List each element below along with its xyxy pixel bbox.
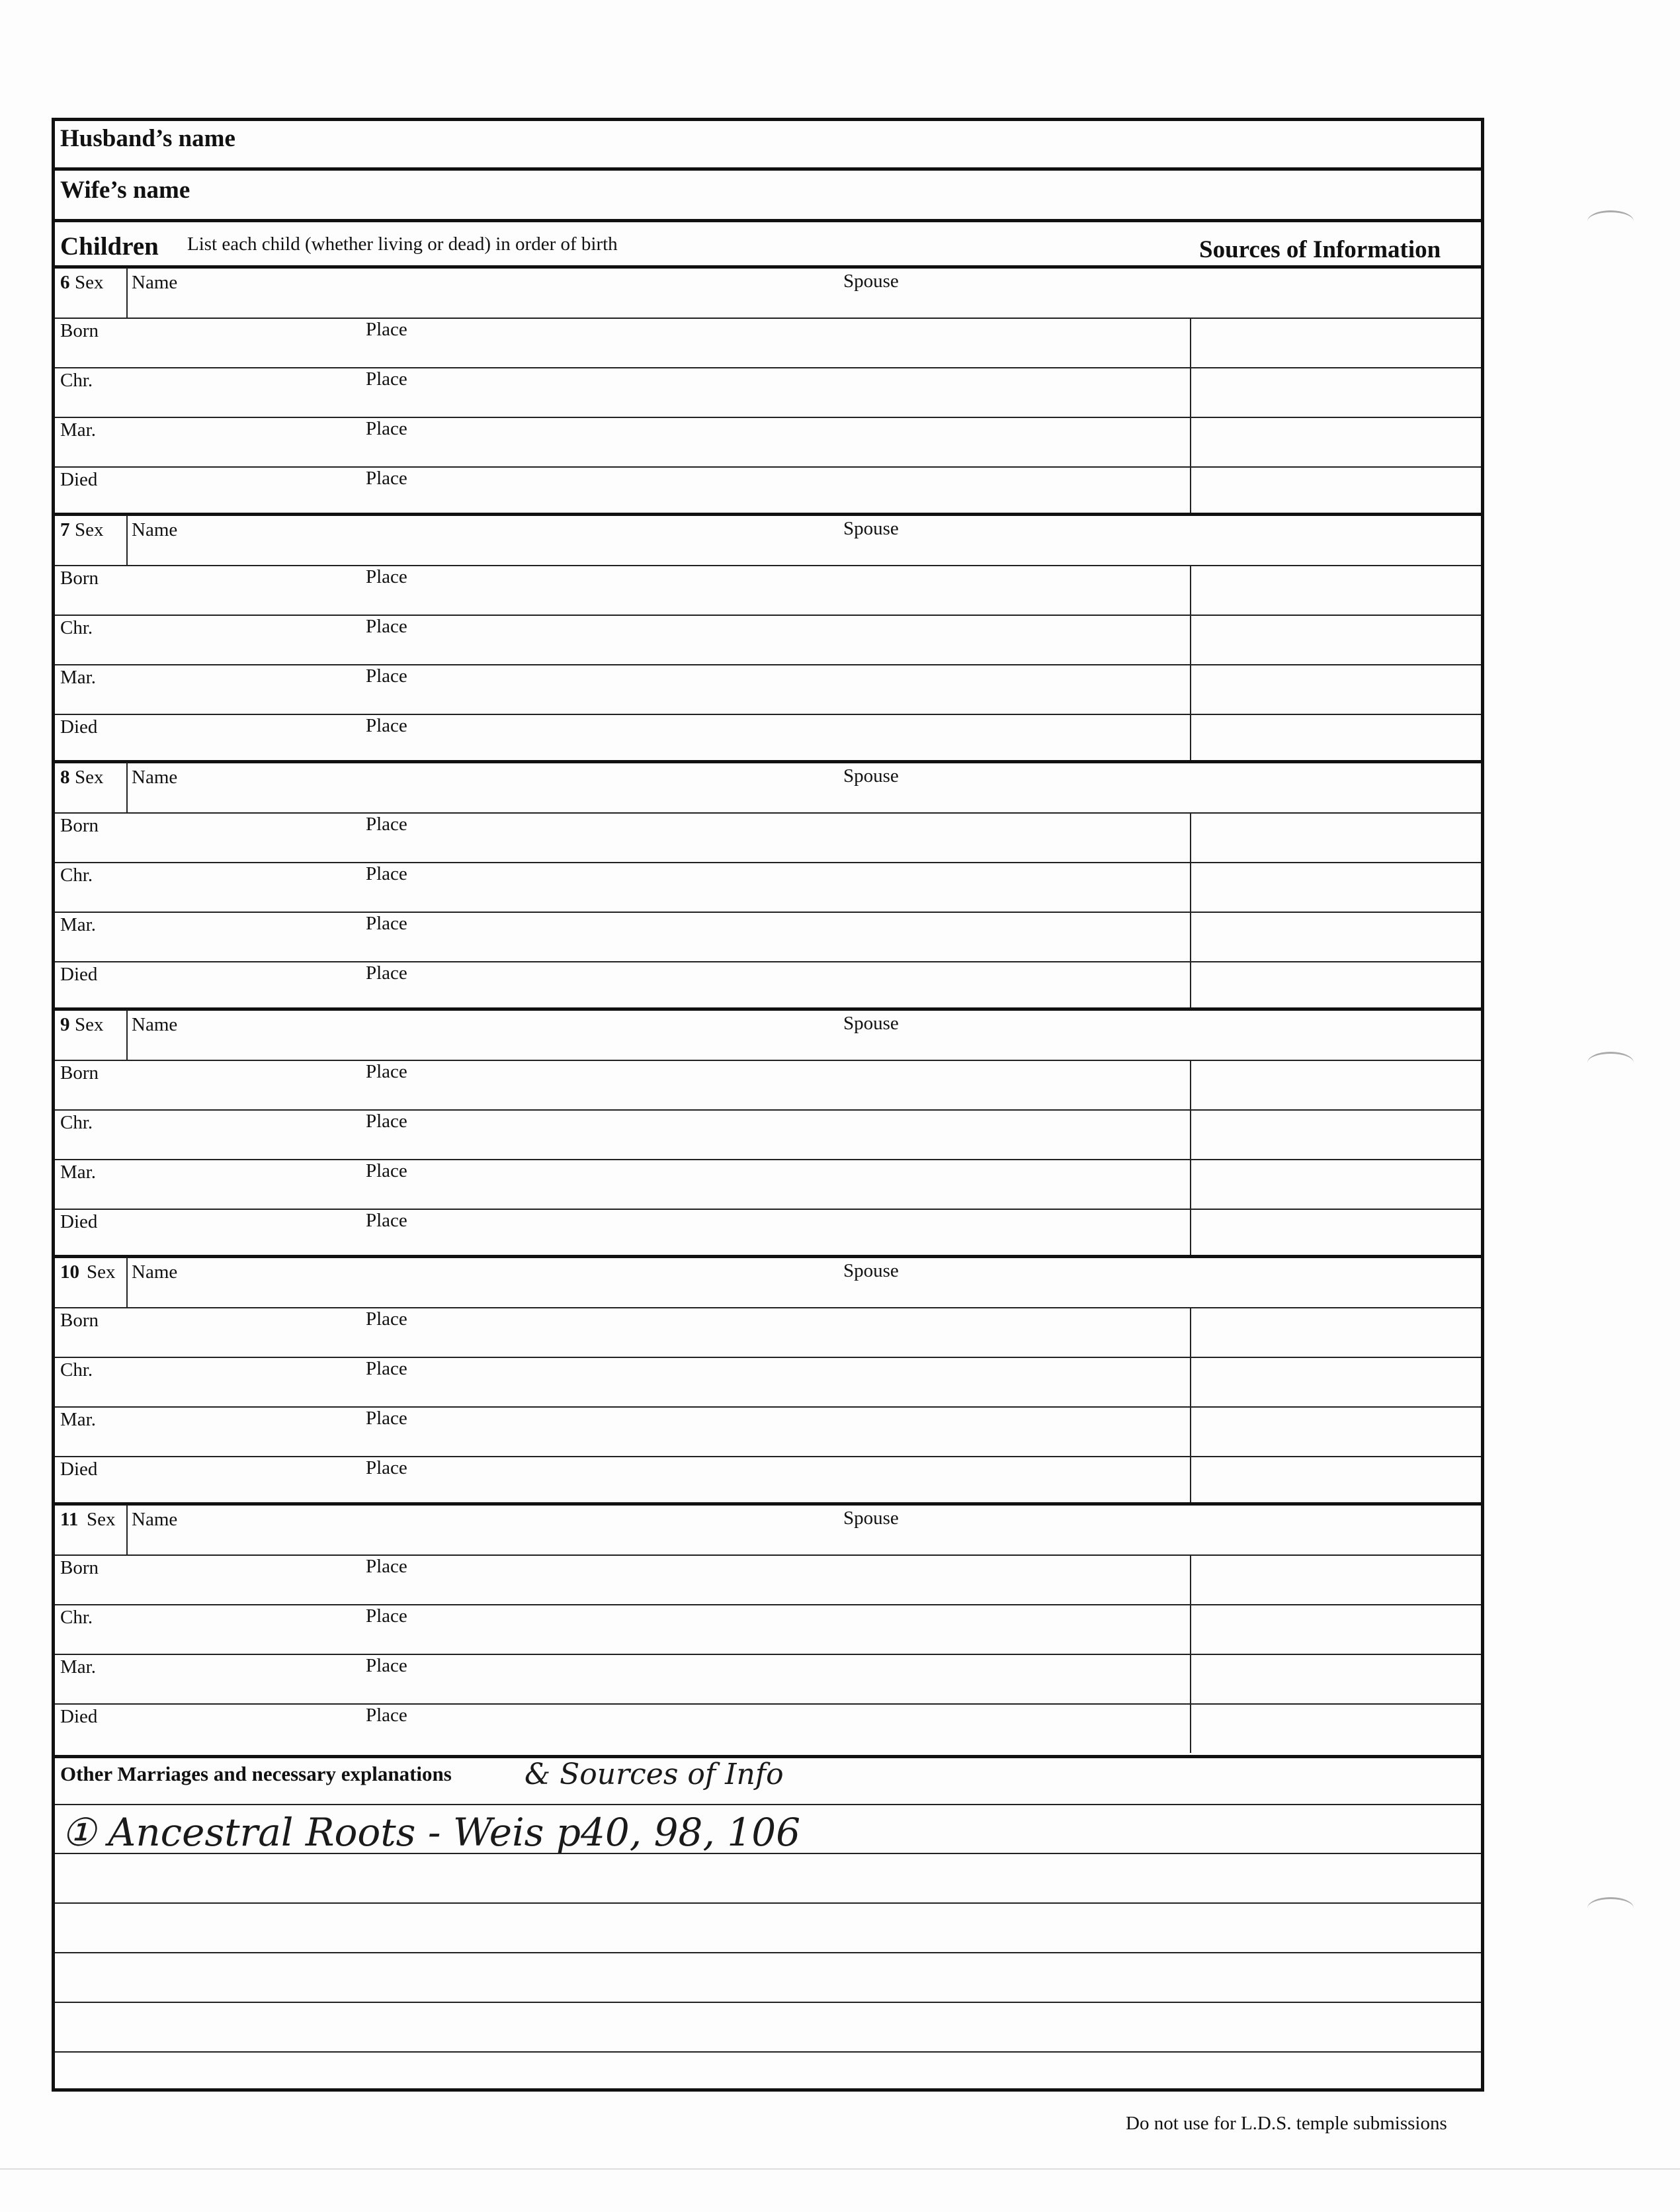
binder-hole-mark <box>1587 1897 1634 1919</box>
row-line <box>55 466 1481 468</box>
row-line <box>55 318 1481 319</box>
child-block-divider <box>55 1007 1481 1011</box>
row-line <box>55 961 1481 962</box>
ruled-line <box>55 2051 1481 2053</box>
row-line <box>55 912 1481 913</box>
sex-label: Sex <box>75 1014 104 1035</box>
vital-label-mar: Mar. <box>60 419 96 441</box>
ruled-line <box>55 1853 1481 1854</box>
place-label: Place <box>366 665 407 687</box>
children-label: Children <box>60 232 159 261</box>
vital-label-chr: Chr. <box>60 370 93 391</box>
sex-name-divider <box>126 763 128 812</box>
vital-label-died: Died <box>60 1459 98 1480</box>
child-block-divider <box>55 513 1481 516</box>
child-number: 7 <box>60 519 70 540</box>
row-line <box>55 565 1481 566</box>
place-label: Place <box>366 913 407 934</box>
sex-name-divider <box>126 515 128 565</box>
spouse-label: Spouse <box>843 1508 899 1529</box>
vital-label-mar: Mar. <box>60 914 96 935</box>
child-number: 10 <box>60 1261 79 1283</box>
child-block-divider <box>55 760 1481 763</box>
child-block-divider <box>55 1255 1481 1258</box>
place-label: Place <box>366 1457 407 1478</box>
row-line <box>55 1159 1481 1160</box>
vital-label-born: Born <box>60 1557 99 1578</box>
row-line <box>55 1357 1481 1358</box>
place-label: Place <box>366 566 407 587</box>
vital-label-died: Died <box>60 1211 98 1232</box>
place-label: Place <box>366 1655 407 1676</box>
name-label: Name <box>132 1261 178 1283</box>
child-number: 9 <box>60 1014 70 1035</box>
place-label: Place <box>366 1556 407 1577</box>
handwritten-sources-addition: & Sources of Info <box>525 1758 784 1791</box>
place-label: Place <box>366 715 407 736</box>
place-label: Place <box>366 368 407 390</box>
other-marriages-label: Other Marriages and necessary explanations <box>60 1762 452 1785</box>
binder-hole-mark <box>1587 1052 1634 1074</box>
binder-hole-mark <box>1587 210 1634 232</box>
name-label: Name <box>132 519 178 540</box>
vital-label-died: Died <box>60 1706 98 1727</box>
spouse-label: Spouse <box>843 765 899 787</box>
spouse-label: Spouse <box>843 518 899 539</box>
sex-name-divider <box>126 1257 128 1307</box>
vital-label-died: Died <box>60 469 98 490</box>
place-label: Place <box>366 1358 407 1379</box>
wife-name-label: Wife’s name <box>60 177 190 204</box>
ruled-line <box>55 1902 1481 1904</box>
footer-disclaimer: Do not use for L.D.S. temple submissions <box>1126 2113 1447 2134</box>
place-label: Place <box>366 1705 407 1726</box>
place-label: Place <box>366 319 407 340</box>
handwritten-source-note: ① Ancestral Roots - Weis p40, 98, 106 <box>62 1810 801 1855</box>
vital-label-mar: Mar. <box>60 1409 96 1430</box>
row-line <box>55 615 1481 616</box>
sex-label: Sex <box>87 1509 116 1530</box>
vital-label-born: Born <box>60 568 99 589</box>
name-label: Name <box>132 1014 178 1035</box>
sex-label: Sex <box>75 767 104 788</box>
row-line <box>55 1703 1481 1705</box>
vital-label-born: Born <box>60 320 99 341</box>
place-label: Place <box>366 468 407 489</box>
row-line <box>55 812 1481 814</box>
row-line <box>55 1209 1481 1210</box>
sex-label: Sex <box>75 272 104 293</box>
row-line <box>55 664 1481 665</box>
vital-label-mar: Mar. <box>60 1656 96 1678</box>
row-line <box>55 417 1481 418</box>
spouse-label: Spouse <box>843 1260 899 1281</box>
vital-label-chr: Chr. <box>60 1112 93 1133</box>
sex-label: Sex <box>75 519 104 540</box>
place-label: Place <box>366 814 407 835</box>
vital-label-mar: Mar. <box>60 667 96 688</box>
vital-label-born: Born <box>60 815 99 836</box>
vital-label-died: Died <box>60 964 98 985</box>
row-line <box>55 1554 1481 1556</box>
child-block-divider <box>55 1502 1481 1506</box>
sex-name-divider <box>126 268 128 318</box>
vital-label-mar: Mar. <box>60 1162 96 1183</box>
vital-label-died: Died <box>60 716 98 738</box>
row-line <box>55 1109 1481 1111</box>
place-label: Place <box>366 1308 407 1330</box>
place-label: Place <box>366 1061 407 1082</box>
row-line <box>55 714 1481 715</box>
divider <box>55 167 1481 171</box>
vital-label-chr: Chr. <box>60 865 93 886</box>
scan-edge <box>0 2168 1680 2170</box>
child-number: 6 <box>60 272 70 293</box>
ruled-line <box>55 2002 1481 2003</box>
name-label: Name <box>132 767 178 788</box>
place-label: Place <box>366 616 407 637</box>
place-label: Place <box>366 863 407 884</box>
row-line <box>55 367 1481 368</box>
child-number: 11 <box>60 1509 79 1530</box>
child-block-divider <box>55 265 1481 269</box>
family-group-sheet-form <box>52 118 1484 2092</box>
divider <box>55 219 1481 222</box>
place-label: Place <box>366 1111 407 1132</box>
ruled-line <box>55 1952 1481 1953</box>
name-label: Name <box>132 272 178 293</box>
place-label: Place <box>366 418 407 439</box>
spouse-label: Spouse <box>843 1013 899 1034</box>
place-label: Place <box>366 1160 407 1181</box>
vital-label-born: Born <box>60 1062 99 1084</box>
place-label: Place <box>366 962 407 984</box>
row-line <box>55 1060 1481 1061</box>
row-line <box>55 1604 1481 1605</box>
vital-label-chr: Chr. <box>60 1607 93 1628</box>
row-line <box>55 1307 1481 1308</box>
place-label: Place <box>366 1210 407 1231</box>
name-label: Name <box>132 1509 178 1530</box>
sex-name-divider <box>126 1010 128 1060</box>
row-line <box>55 1654 1481 1655</box>
spouse-label: Spouse <box>843 271 899 292</box>
place-label: Place <box>366 1605 407 1627</box>
ruled-line <box>55 1804 1481 1805</box>
sex-label: Sex <box>87 1261 116 1283</box>
husband-name-label: Husband’s name <box>60 125 235 152</box>
child-number: 8 <box>60 767 70 788</box>
place-label: Place <box>366 1408 407 1429</box>
vital-label-chr: Chr. <box>60 1359 93 1381</box>
row-line <box>55 862 1481 863</box>
sources-of-information-label: Sources of Information <box>1199 236 1441 263</box>
sex-name-divider <box>126 1505 128 1554</box>
vital-label-chr: Chr. <box>60 617 93 638</box>
row-line <box>55 1406 1481 1408</box>
children-instruction: List each child (whether living or dead) in order of birth <box>187 234 618 255</box>
vital-label-born: Born <box>60 1310 99 1331</box>
row-line <box>55 1456 1481 1457</box>
